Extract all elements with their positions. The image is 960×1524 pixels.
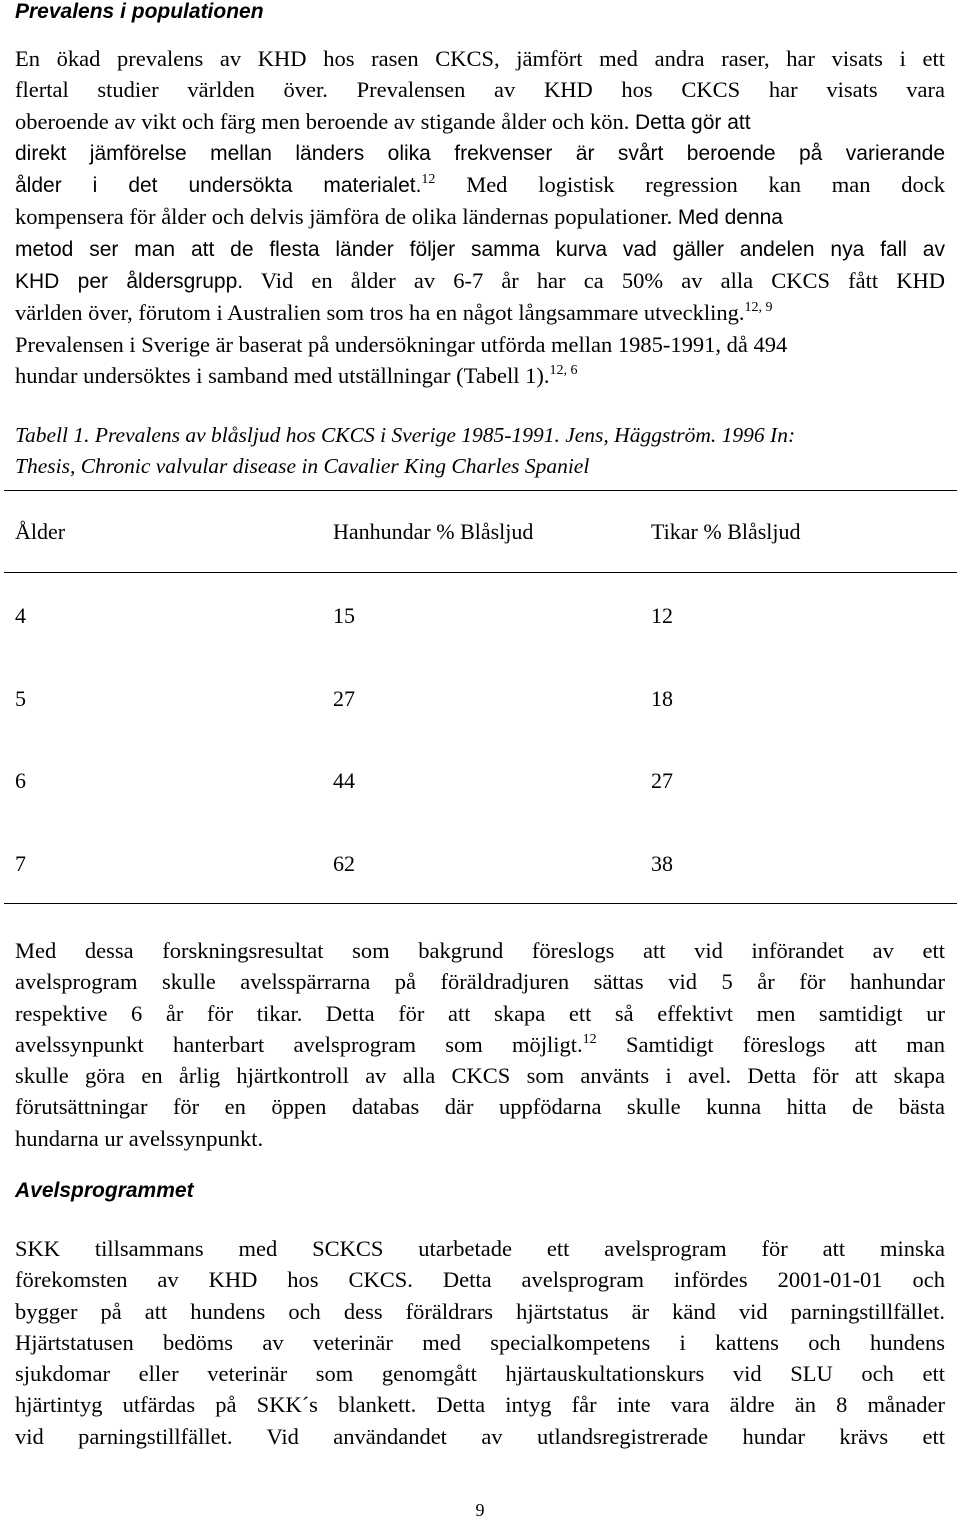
section-heading-avelsprogrammet: Avelsprogrammet [15,1179,194,1202]
table-rule-bottom [4,903,957,904]
para-line: ålder i det undersökta materialet.$^{12}$ Med logistisk regression kan man dock [15,172,945,198]
table-cell-female: 27 [651,768,673,793]
table-header-hanhundar: Hanhundar % Blåsljud [333,519,534,544]
table-cell-age: 7 [15,851,26,876]
table-header-alder: Ålder [15,519,66,544]
para-line: En ökad prevalens av KHD hos rasen CKCS, jämfört med andra raser, har visats i ett [15,46,945,71]
table-cell-male: 62 [333,851,355,876]
para-line: hundar undersöktes i samband med utställningar (Tabell 1).$^{12, 6}$ [15,362,578,388]
para-line: avelssynpunkt hanterbart avelsprogram som möjligt.$^{12}$ Samtidigt föreslogs att man [15,1031,945,1057]
citation-ref: 12, 6 [549,362,578,378]
table-cell-male: 27 [333,686,355,711]
para-line: skulle göra en årlig hjärtkontroll av alla CKCS som använts i avel. Detta för att skapa [15,1063,945,1089]
table-cell-female: 18 [651,686,673,711]
citation-ref: 12 [582,1031,597,1047]
table-rule-header [4,572,957,573]
para-line: bygger på att hundens och dess föräldrars hjärtstatus är känd vid parningstillfället. [15,1298,945,1324]
table-cell-age: 6 [15,768,26,793]
table-cell-age: 5 [15,686,26,711]
table-caption [15,420,950,482]
table-cell-male: 44 [333,768,355,793]
para-line: vid parningstillfället. Vid användandet av utlandsregistrerade hundar krävs ett [15,1423,945,1449]
para-line: hundarna ur avelssynpunkt. [15,1125,264,1151]
paragraph-avelsprogrammet [15,1233,945,1452]
para-line: hjärtintyg utfärdas på SKK´s blankett. Detta intyg får inte vara äldre än 8 månader [15,1392,945,1418]
para-line: avelsprogram skulle avelsspärrarna på föräldradjuren sättas vid 5 år för hanhundar [15,969,945,995]
citation-ref: 12, 9 [744,300,773,316]
para-line: KHD per åldersgrupp. Vid en ålder av 6-7 år har ca 50% av alla CKCS fått KHD [15,268,945,294]
table-cell-female: 38 [651,851,673,876]
table-rule-top [4,490,957,491]
section-heading-prevalens: Prevalens i populationen [15,0,264,23]
para-line: Hjärtstatusen bedöms av veterinär med specialkompetens i kattens och hundens [15,1329,945,1355]
para-line: Med dessa forskningsresultat som bakgrund föreslogs att vid införandet av ett [15,938,945,963]
para-line: förekomsten av KHD hos CKCS. Detta avelsprogram infördes 2001-01-01 och [15,1267,945,1293]
caption-line: Thesis, Chronic valvular disease in Cavalier King Charles Spaniel [15,454,590,478]
para-line: direkt jämförelse mellan länders olika frekvenser är svårt beroende på varierande [15,141,945,165]
para-line: metod ser man att de flesta länder följer samma kurva vad gäller andelen nya fall av [15,237,945,261]
caption-line: Tabell 1. Prevalens av blåsljud hos CKCS i Sverige 1985-1991. Jens, Häggström. 1996 In: [15,423,796,447]
para-line: sjukdomar eller veterinär som genomgått hjärtauskultationskurs vid SLU och ett [15,1361,945,1387]
citation-ref: 12 [421,172,436,188]
para-line: respektive 6 år för tikar. Detta för att skapa ett så effektivt men samtidigt ur [15,1000,945,1026]
para-line: flertal studier världen över. Prevalensen av KHD hos CKCS har visats vara [15,77,945,103]
paragraph-prevalens [15,43,945,391]
table-header-tikar: Tikar % Blåsljud [651,519,801,544]
para-line: kompensera för ålder och delvis jämföra de olika ländernas populationer. Med denna [15,204,783,230]
para-line: Prevalensen i Sverige är baserat på undersökningar utförda mellan 1985-1991, då 494 [15,331,788,357]
para-line: förutsättningar för en öppen databas där uppfödarna skulle kunna hitta de bästa [15,1094,945,1120]
table-cell-age: 4 [15,603,26,628]
para-line: oberoende av vikt och färg men beroende av stigande ålder och kön. Detta gör att [15,108,751,134]
para-line: världen över, förutom i Australien som tros ha en något långsammare utveckling.$^{12, 9}$ [15,300,773,326]
table-cell-female: 12 [651,603,673,628]
para-line: SKK tillsammans med SCKCS utarbetade ett avelsprogram för att minska [15,1236,945,1261]
paragraph-forskningsresultat [15,935,945,1154]
page-number: 9 [475,1500,485,1520]
table-cell-male: 15 [333,603,355,628]
